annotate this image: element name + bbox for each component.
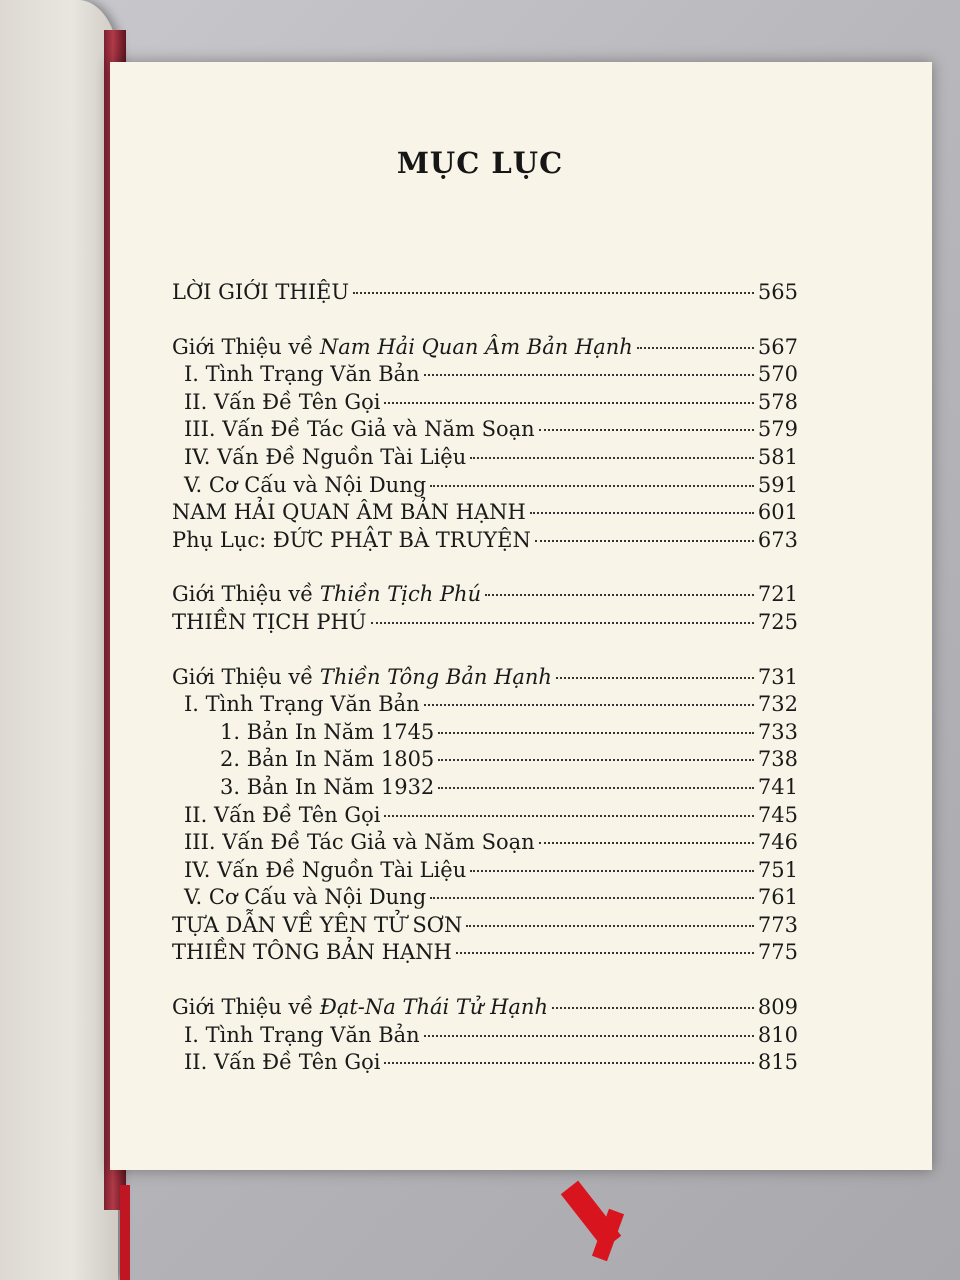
- toc-entry-page-number: 721: [757, 582, 798, 607]
- toc-entry-page-number: 746: [757, 830, 798, 855]
- dot-leader: [371, 622, 754, 624]
- toc-entry-page-number: 673: [757, 527, 798, 552]
- dot-leader: [384, 402, 753, 404]
- toc-entry-page-number: 601: [757, 500, 798, 525]
- toc-entry: [172, 913, 798, 941]
- toc-entry-page-number: 741: [757, 774, 798, 799]
- toc-entry-title: THIỀN TỊCH PHÚ: [172, 609, 367, 634]
- dot-leader: [539, 842, 754, 844]
- dot-leader: [539, 429, 754, 431]
- toc-list: [172, 280, 798, 1078]
- toc-entry: [172, 417, 798, 445]
- toc-entry: [172, 940, 798, 968]
- toc-entry-page-number: 809: [757, 995, 798, 1020]
- toc-entry: [172, 775, 798, 803]
- toc-entry-title: Phụ Lục: ĐỨC PHẬT BÀ TRUYỆN: [172, 527, 531, 552]
- dot-leader: [384, 1062, 753, 1064]
- toc-entry-title: IV. Vấn Đề Nguồn Tài Liệu: [184, 444, 467, 469]
- toc-entry-page-number: 579: [757, 417, 798, 442]
- toc-entry: [172, 335, 798, 363]
- toc-entry: [172, 858, 798, 886]
- dot-leader: [485, 594, 754, 596]
- toc-entry: [172, 582, 798, 610]
- page-title: MỤC LỤC: [396, 146, 564, 180]
- toc-entry-title: II. Vấn Đề Tên Gọi: [184, 1050, 381, 1075]
- toc-entry-title: 2. Bản In Năm 1805: [220, 747, 435, 772]
- toc-entry-title: II. Vấn Đề Tên Gọi: [184, 802, 381, 827]
- toc-entry-page-number: 810: [757, 1022, 798, 1047]
- toc-entry-title: II. Vấn Đề Tên Gọi: [184, 389, 381, 414]
- dot-leader: [456, 952, 754, 954]
- toc-entry-page-number: 732: [757, 692, 798, 717]
- toc-entry: [172, 665, 798, 693]
- dot-leader: [438, 787, 754, 789]
- toc-entry: [172, 1050, 798, 1078]
- dot-leader: [384, 815, 753, 817]
- toc-entry: [172, 885, 798, 913]
- toc-entry-title: I. Tình Trạng Văn Bản: [184, 692, 420, 717]
- toc-entry-title: Giới Thiệu về Nam Hải Quan Âm Bản Hạnh: [172, 334, 633, 359]
- toc-entry: [172, 390, 798, 418]
- dot-leader: [438, 732, 754, 734]
- toc-entry-page-number: 751: [757, 857, 798, 882]
- toc-entry-page-number: 567: [757, 334, 798, 359]
- dot-leader: [556, 677, 754, 679]
- dot-leader: [466, 925, 754, 927]
- toc-entry-title: Giới Thiệu về Đạt-Na Thái Tử Hạnh: [172, 995, 548, 1020]
- toc-entry-title: 3. Bản In Năm 1932: [220, 774, 435, 799]
- toc-entry: [172, 830, 798, 858]
- toc-entry-title: NAM HẢI QUAN ÂM BẢN HẠNH: [172, 500, 526, 525]
- toc-entry-title: IV. Vấn Đề Nguồn Tài Liệu: [184, 857, 467, 882]
- toc-entry-page-number: 591: [757, 472, 798, 497]
- dot-leader: [470, 870, 754, 872]
- facing-page-left: [0, 0, 118, 1280]
- toc-entry: [172, 1023, 798, 1051]
- dot-leader: [353, 292, 754, 294]
- toc-entry-page-number: 733: [757, 719, 798, 744]
- toc-entry: [172, 720, 798, 748]
- toc-entry-page-number: 565: [757, 280, 798, 304]
- toc-entry-page-number: 761: [757, 885, 798, 910]
- toc-entry-title: III. Vấn Đề Tác Giả và Năm Soạn: [184, 830, 535, 855]
- toc-entry-page-number: 773: [757, 912, 798, 937]
- dot-leader: [535, 540, 754, 542]
- dot-leader: [438, 759, 754, 761]
- dot-leader: [424, 374, 754, 376]
- toc-entry-title: 1. Bản In Năm 1745: [220, 719, 435, 744]
- toc-entry-title: I. Tình Trạng Văn Bản: [184, 362, 420, 387]
- toc-entry-title: V. Cơ Cấu và Nội Dung: [184, 885, 427, 910]
- bookmark-ribbon-left: [120, 1185, 130, 1280]
- toc-entry: [172, 445, 798, 473]
- toc-entry-page-number: 725: [757, 609, 798, 634]
- toc-entry-page-number: 745: [757, 802, 798, 827]
- toc-entry-title: LỜI GIỚI THIỆU: [172, 280, 350, 304]
- toc-entry-page-number: 815: [757, 1050, 798, 1075]
- toc-entry: [172, 747, 798, 775]
- toc-entry: [172, 692, 798, 720]
- toc-entry: [172, 995, 798, 1023]
- toc-entry-title: TỰA DẪN VỀ YÊN TỬ SƠN: [172, 912, 463, 937]
- dot-leader: [552, 1007, 754, 1009]
- dot-leader: [470, 457, 754, 459]
- toc-entry-page-number: 581: [757, 444, 798, 469]
- dot-leader: [530, 512, 754, 514]
- toc-entry-title: V. Cơ Cấu và Nội Dung: [184, 472, 427, 497]
- toc-entry: [172, 803, 798, 831]
- dot-leader: [637, 347, 754, 349]
- toc-entry: [172, 280, 798, 308]
- toc-entry-title: THIỀN TÔNG BẢN HẠNH: [172, 940, 452, 965]
- toc-entry-page-number: 570: [757, 362, 798, 387]
- dot-leader: [424, 1035, 754, 1037]
- dot-leader: [430, 485, 754, 487]
- toc-entry: [172, 500, 798, 528]
- toc-entry-title: Giới Thiệu về Thiền Tông Bản Hạnh: [172, 664, 552, 689]
- toc-entry-page-number: 578: [757, 389, 798, 414]
- toc-entry-page-number: 775: [757, 940, 798, 965]
- dot-leader: [430, 897, 754, 899]
- toc-entry-title: Giới Thiệu về Thiền Tịch Phú: [172, 582, 482, 607]
- dot-leader: [424, 704, 754, 706]
- toc-entry-page-number: 738: [757, 747, 798, 772]
- toc-entry: [172, 528, 798, 556]
- toc-entry-page-number: 731: [757, 664, 798, 689]
- toc-entry-title: III. Vấn Đề Tác Giả và Năm Soạn: [184, 417, 535, 442]
- toc-entry: [172, 610, 798, 638]
- toc-entry-title: I. Tình Trạng Văn Bản: [184, 1022, 420, 1047]
- toc-entry: [172, 362, 798, 390]
- toc-entry: [172, 473, 798, 501]
